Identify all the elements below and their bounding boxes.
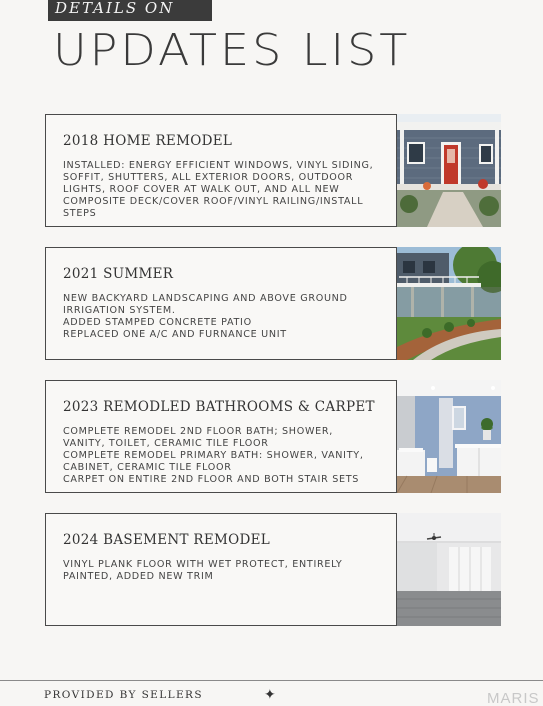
photo-basement <box>397 513 501 626</box>
card-line: ADDED STAMPED CONCRETE PATIO <box>63 317 252 328</box>
page-title: UPDATES LIST <box>53 24 411 76</box>
card-line: COMPLETE REMODEL PRIMARY BATH: SHOWER, VANITY, <box>63 450 364 461</box>
card-body <box>63 293 386 341</box>
card-body <box>63 426 386 486</box>
photo-house-exterior <box>397 114 501 227</box>
card-line: VANITY, TOILET, CERAMIC TILE FLOOR <box>63 438 269 449</box>
card-line: PAINTED, ADDED NEW TRIM <box>63 571 214 582</box>
card-body <box>63 559 386 583</box>
footer-divider <box>0 680 543 681</box>
footer-credit: PROVIDED BY SELLERS <box>44 689 203 701</box>
card-title: 2023 REMODLED BATHROOMS & CARPET <box>63 399 375 415</box>
card-line: STEPS <box>63 208 97 219</box>
update-card-2024 <box>45 513 397 626</box>
update-card-2021 <box>45 247 397 360</box>
update-card-2023 <box>45 380 397 493</box>
card-body <box>63 160 386 220</box>
card-line: CARPET ON ENTIRE 2ND FLOOR AND BOTH STAIR SETS <box>63 474 360 485</box>
card-line: COMPLETE REMODEL 2ND FLOOR BATH; SHOWER, <box>63 426 334 437</box>
card-line: IRRIGATION SYSTEM. <box>63 305 176 316</box>
card-title: 2024 BASEMENT REMODEL <box>63 532 271 548</box>
card-line: NEW BACKYARD LANDSCAPING AND ABOVE GROUND <box>63 293 348 304</box>
card-title: 2018 HOME REMODEL <box>63 133 233 149</box>
card-line: COMPOSITE DECK/COVER ROOF/VINYL RAILING/INSTALL <box>63 196 364 207</box>
card-line: VINYL PLANK FLOOR WITH WET PROTECT, ENTIRELY <box>63 559 343 570</box>
photo-bathroom <box>397 380 501 493</box>
card-line: CABINET, CERAMIC TILE FLOOR <box>63 462 232 473</box>
photo-backyard-deck <box>397 247 501 360</box>
card-line: REPLACED ONE A/C AND FURNANCE UNIT <box>63 329 287 340</box>
card-line: LIGHTS, ROOF COVER AT WALK OUT, AND ALL NEW <box>63 184 340 195</box>
section-tag: DETAILS ON <box>48 0 212 21</box>
card-title: 2021 SUMMER <box>63 266 174 282</box>
watermark: MARIS <box>487 690 540 706</box>
card-line: INSTALLED: ENERGY EFFICIENT WINDOWS, VINYL SIDING, <box>63 160 374 171</box>
card-line: SOFFIT, SHUTTERS, ALL EXTERIOR DOORS, OUTDOOR <box>63 172 354 183</box>
sparkle-icon: ✦ <box>264 686 276 702</box>
update-card-2018 <box>45 114 397 227</box>
